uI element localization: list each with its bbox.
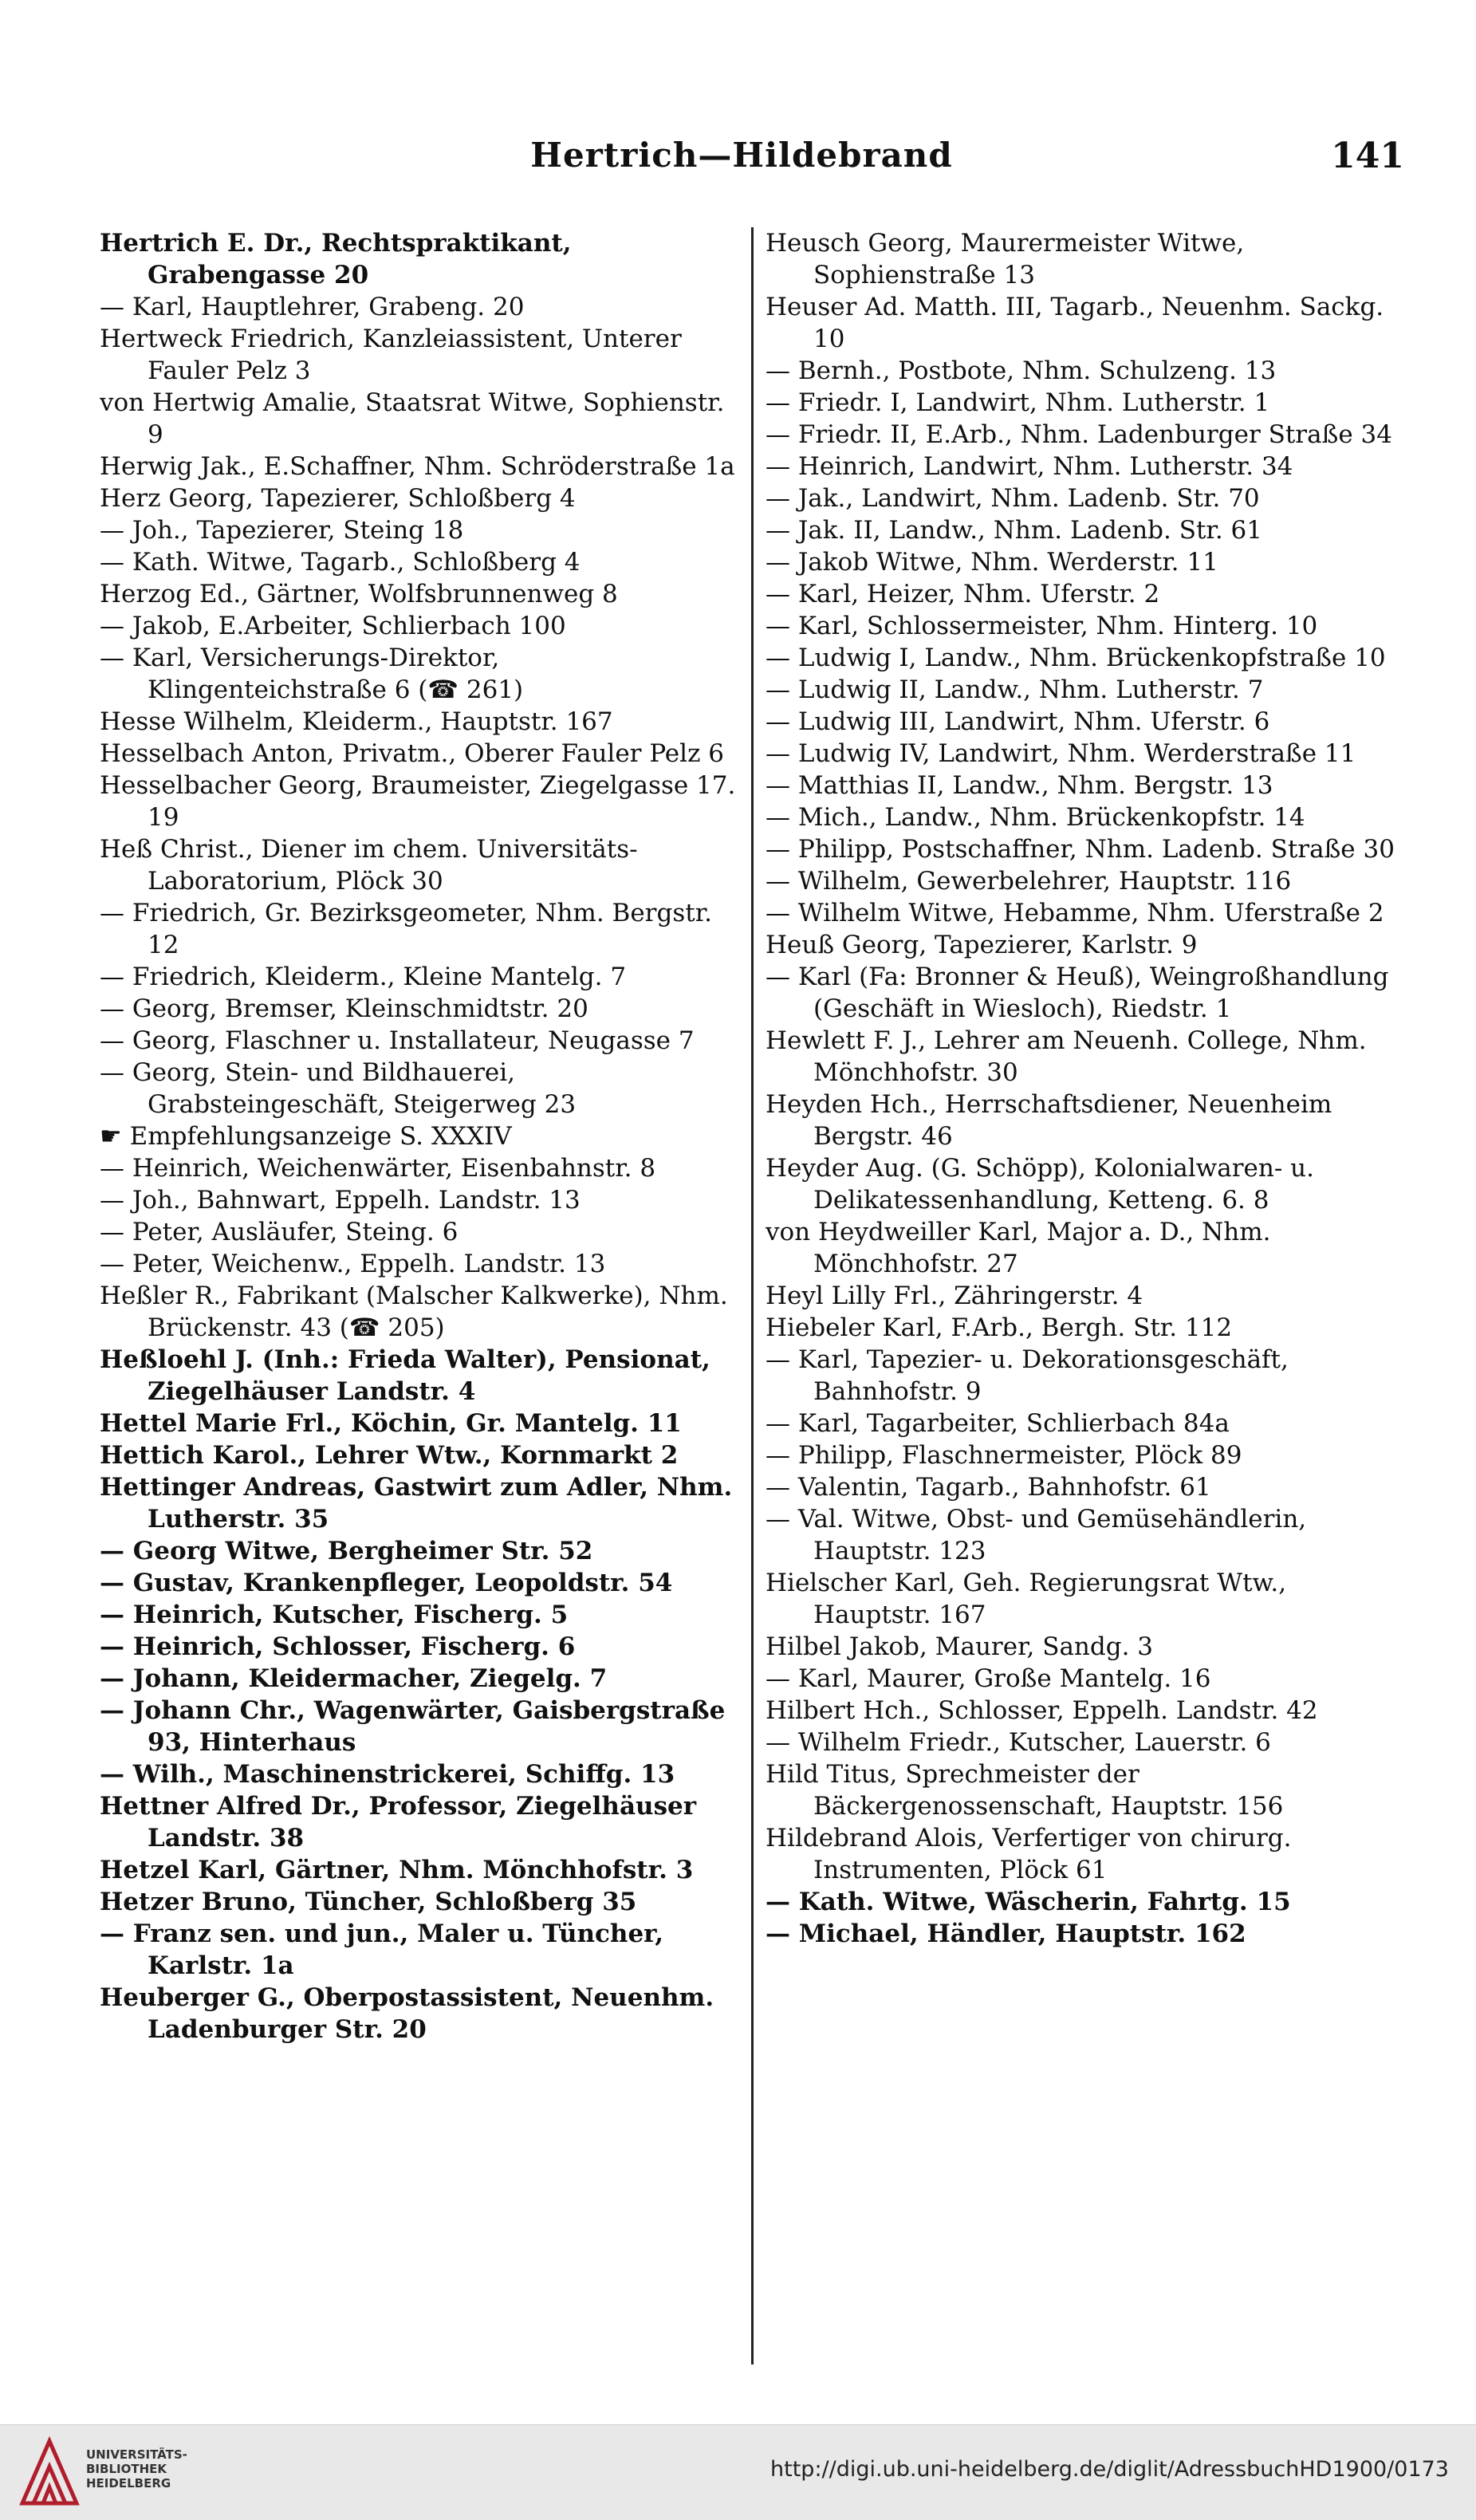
page-number: 141 <box>1331 136 1404 176</box>
directory-entry: — Georg, Bremser, Kleinschmidtstr. 20 <box>100 994 588 1023</box>
directory-entry: — Wilhelm Witwe, Hebamme, Nhm. Uferstraße 2 <box>766 899 1384 927</box>
directory-entry: — Michael, Händler, Hauptstr. 162 <box>766 1920 1246 1948</box>
directory-entry: Heyl Lilly Frl., Zähringerstr. 4 <box>766 1282 1143 1310</box>
library-logo-icon <box>18 2436 81 2508</box>
directory-entry: Hewlett F. J., Lehrer am Neuenh. College, Nhm. Mönchhofstr. 30 <box>766 1026 1367 1087</box>
directory-entry: — Val. Witwe, Obst- und Gemüsehändlerin, Hauptstr. 123 <box>766 1505 1307 1565</box>
directory-entry: Herwig Jak., E.Schaffner, Nhm. Schröderstraße 1a <box>100 452 735 481</box>
directory-entry: Hetzel Karl, Gärtner, Nhm. Mönchhofstr. 3 <box>100 1856 694 1884</box>
directory-entry: — Kath. Witwe, Wäscherin, Fahrtg. 15 <box>766 1888 1291 1916</box>
left-column <box>100 227 742 2364</box>
directory-entry: — Ludwig II, Landw., Nhm. Lutherstr. 7 <box>766 675 1264 704</box>
directory-entry: — Franz sen. und jun., Maler u. Tüncher, Karlstr. 1a <box>100 1920 664 1980</box>
directory-entry: Heyden Hch., Herrschaftsdiener, Neuenheim Bergstr. 46 <box>766 1090 1332 1151</box>
directory-entry: — Jak. II, Landw., Nhm. Ladenb. Str. 61 <box>766 516 1262 545</box>
directory-entry: Herz Georg, Tapezierer, Schloßberg 4 <box>100 484 576 513</box>
directory-entry: — Karl, Schlossermeister, Nhm. Hinterg. 10 <box>766 612 1318 640</box>
directory-entry: — Karl, Maurer, Große Mantelg. 16 <box>766 1664 1211 1693</box>
directory-entry: Hilbert Hch., Schlosser, Eppelh. Landstr. 42 <box>766 1696 1318 1725</box>
directory-entry: — Karl, Heizer, Nhm. Uferstr. 2 <box>766 580 1160 608</box>
directory-entry: — Johann Chr., Wagenwärter, Gaisbergstraße 93, Hinterhaus <box>100 1696 726 1757</box>
directory-entry: Hertrich E. Dr., Rechtspraktikant, Grabengasse 20 <box>100 229 572 289</box>
directory-entry: Heßler R., Fabrikant (Malscher Kalkwerke), Nhm. Brückenstr. 43 (☎ 205) <box>100 1282 728 1342</box>
directory-entry: — Georg, Flaschner u. Installateur, Neugasse 7 <box>100 1026 695 1055</box>
directory-entry: — Philipp, Postschaffner, Nhm. Ladenb. Straße 30 <box>766 835 1395 864</box>
library-name-line: UNIVERSITÄTS- <box>86 2447 187 2462</box>
directory-entry: von Heydweiller Karl, Major a. D., Nhm. Mönchhofstr. 27 <box>766 1218 1271 1278</box>
directory-entry: Hettinger Andreas, Gastwirt zum Adler, Nhm. Lutherstr. 35 <box>100 1473 733 1534</box>
footer-bar <box>0 2424 1476 2520</box>
directory-entry: — Friedrich, Kleiderm., Kleine Mantelg. 7 <box>100 963 627 991</box>
directory-entry: — Ludwig III, Landwirt, Nhm. Uferstr. 6 <box>766 707 1270 736</box>
directory-entry: — Heinrich, Kutscher, Fischerg. 5 <box>100 1601 569 1629</box>
directory-entry: — Mich., Landw., Nhm. Brückenkopfstr. 14 <box>766 803 1305 832</box>
directory-entry: ☛ Empfehlungsanzeige S. XXXIV <box>100 1122 512 1151</box>
directory-entry: — Ludwig I, Landw., Nhm. Brückenkopfstraße 10 <box>766 644 1386 672</box>
directory-entry: Heyder Aug. (G. Schöpp), Kolonialwaren- u. Delikatessenhandlung, Ketteng. 6. 8 <box>766 1154 1314 1215</box>
directory-entry: — Friedr. I, Landwirt, Nhm. Lutherstr. 1 <box>766 388 1270 417</box>
directory-entry: — Jakob, E.Arbeiter, Schlierbach 100 <box>100 612 566 640</box>
directory-entry: Herzog Ed., Gärtner, Wolfsbrunnenweg 8 <box>100 580 618 608</box>
directory-entry: Heß Christ., Diener im chem. Universitäts-Laboratorium, Plöck 30 <box>100 835 638 896</box>
directory-entry: Hiebeler Karl, F.Arb., Bergh. Str. 112 <box>766 1313 1233 1342</box>
directory-entry: Heusch Georg, Maurermeister Witwe, Sophienstraße 13 <box>766 229 1245 289</box>
directory-entry: — Philipp, Flaschnermeister, Plöck 89 <box>766 1441 1242 1470</box>
directory-entry: Hettner Alfred Dr., Professor, Ziegelhäuser Landstr. 38 <box>100 1792 697 1853</box>
page-header <box>0 136 1476 191</box>
directory-entry: Hielscher Karl, Geh. Regierungsrat Wtw., Hauptstr. 167 <box>766 1569 1287 1629</box>
directory-entry: — Wilh., Maschinenstrickerei, Schiffg. 13 <box>100 1760 675 1789</box>
source-url-link[interactable]: http://digi.ub.uni-heidelberg.de/diglit/AdressbuchHD1900/0173 <box>770 2457 1449 2482</box>
directory-entry: — Heinrich, Weichenwärter, Eisenbahnstr. 8 <box>100 1154 656 1183</box>
directory-entry: Hettich Karol., Lehrer Wtw., Kornmarkt 2 <box>100 1441 679 1470</box>
directory-entry: Heuberger G., Oberpostassistent, Neuenhm. Ladenburger Str. 20 <box>100 1983 714 2044</box>
directory-entry: — Karl, Tapezier- u. Dekorationsgeschäft, Bahnhofstr. 9 <box>766 1345 1289 1406</box>
directory-entry: — Georg Witwe, Bergheimer Str. 52 <box>100 1537 593 1565</box>
directory-entry: — Gustav, Krankenpfleger, Leopoldstr. 54 <box>100 1569 673 1597</box>
library-name-line: HEIDELBERG <box>86 2476 171 2490</box>
directory-entry: — Johann, Kleidermacher, Ziegelg. 7 <box>100 1664 608 1693</box>
directory-entry: — Matthias II, Landw., Nhm. Bergstr. 13 <box>766 771 1273 800</box>
running-head: Hertrich—Hildebrand <box>530 136 953 175</box>
directory-entry: — Heinrich, Landwirt, Nhm. Lutherstr. 34 <box>766 452 1293 481</box>
directory-entry: — Karl (Fa: Bronner & Heuß), Weingroßhandlung (Geschäft in Wiesloch), Riedstr. 1 <box>766 963 1389 1023</box>
directory-entry: Hertweck Friedrich, Kanzleiassistent, Unterer Fauler Pelz 3 <box>100 325 682 385</box>
directory-entry: — Friedr. II, E.Arb., Nhm. Ladenburger Straße 34 <box>766 420 1392 449</box>
directory-entry: — Georg, Stein- und Bildhauerei, Grabsteingeschäft, Steigerweg 23 <box>100 1058 577 1119</box>
directory-entry: Hesselbacher Georg, Braumeister, Ziegelgasse 17. 19 <box>100 771 736 832</box>
directory-entry: Hild Titus, Sprechmeister der Bäckergenossenschaft, Hauptstr. 156 <box>766 1760 1284 1821</box>
directory-entry: Heßloehl J. (Inh.: Frieda Walter), Pensionat, Ziegelhäuser Landstr. 4 <box>100 1345 710 1406</box>
directory-entry: — Karl, Hauptlehrer, Grabeng. 20 <box>100 293 525 321</box>
directory-entry: — Bernh., Postbote, Nhm. Schulzeng. 13 <box>766 356 1277 385</box>
library-name-line: BIBLIOTHEK <box>86 2462 167 2476</box>
directory-entry: — Heinrich, Schlosser, Fischerg. 6 <box>100 1632 576 1661</box>
directory-entry: Hildebrand Alois, Verfertiger von chirurg. Instrumenten, Plöck 61 <box>766 1824 1292 1884</box>
directory-entry: — Valentin, Tagarb., Bahnhofstr. 61 <box>766 1473 1211 1502</box>
directory-entry: — Joh., Tapezierer, Steing 18 <box>100 516 464 545</box>
directory-entry: Heuser Ad. Matth. III, Tagarb., Neuenhm. Sackg. 10 <box>766 293 1384 353</box>
directory-entry: Hettel Marie Frl., Köchin, Gr. Mantelg. 11 <box>100 1409 682 1438</box>
right-column <box>766 227 1407 2364</box>
directory-entry: von Hertwig Amalie, Staatsrat Witwe, Sophienstr. 9 <box>100 388 725 449</box>
directory-entry: — Wilhelm, Gewerbelehrer, Hauptstr. 116 <box>766 867 1292 896</box>
directory-entry: — Peter, Ausläufer, Steing. 6 <box>100 1218 459 1246</box>
directory-entry: Hesselbach Anton, Privatm., Oberer Fauler Pelz 6 <box>100 739 724 768</box>
directory-entry: — Wilhelm Friedr., Kutscher, Lauerstr. 6 <box>766 1728 1271 1757</box>
directory-entry: Heuß Georg, Tapezierer, Karlstr. 9 <box>766 931 1198 959</box>
directory-entry: — Peter, Weichenw., Eppelh. Landstr. 13 <box>100 1250 606 1278</box>
column-divider <box>751 227 754 2364</box>
directory-entry: Hesse Wilhelm, Kleiderm., Hauptstr. 167 <box>100 707 613 736</box>
directory-entry: Hilbel Jakob, Maurer, Sandg. 3 <box>766 1632 1154 1661</box>
directory-entry: — Ludwig IV, Landwirt, Nhm. Werderstraße 11 <box>766 739 1356 768</box>
directory-entry: — Jakob Witwe, Nhm. Werderstr. 11 <box>766 548 1218 577</box>
directory-entry: — Karl, Tagarbeiter, Schlierbach 84a <box>766 1409 1230 1438</box>
directory-entry: — Jak., Landwirt, Nhm. Ladenb. Str. 70 <box>766 484 1260 513</box>
library-name <box>86 2447 187 2490</box>
directory-entry: Hetzer Bruno, Tüncher, Schloßberg 35 <box>100 1888 637 1916</box>
directory-entry: — Karl, Versicherungs-Direktor, Klingenteichstraße 6 (☎ 261) <box>100 644 524 704</box>
directory-entry: — Joh., Bahnwart, Eppelh. Landstr. 13 <box>100 1186 581 1215</box>
directory-entry: — Friedrich, Gr. Bezirksgeometer, Nhm. Bergstr. 12 <box>100 899 712 959</box>
directory-entry: — Kath. Witwe, Tagarb., Schloßberg 4 <box>100 548 581 577</box>
